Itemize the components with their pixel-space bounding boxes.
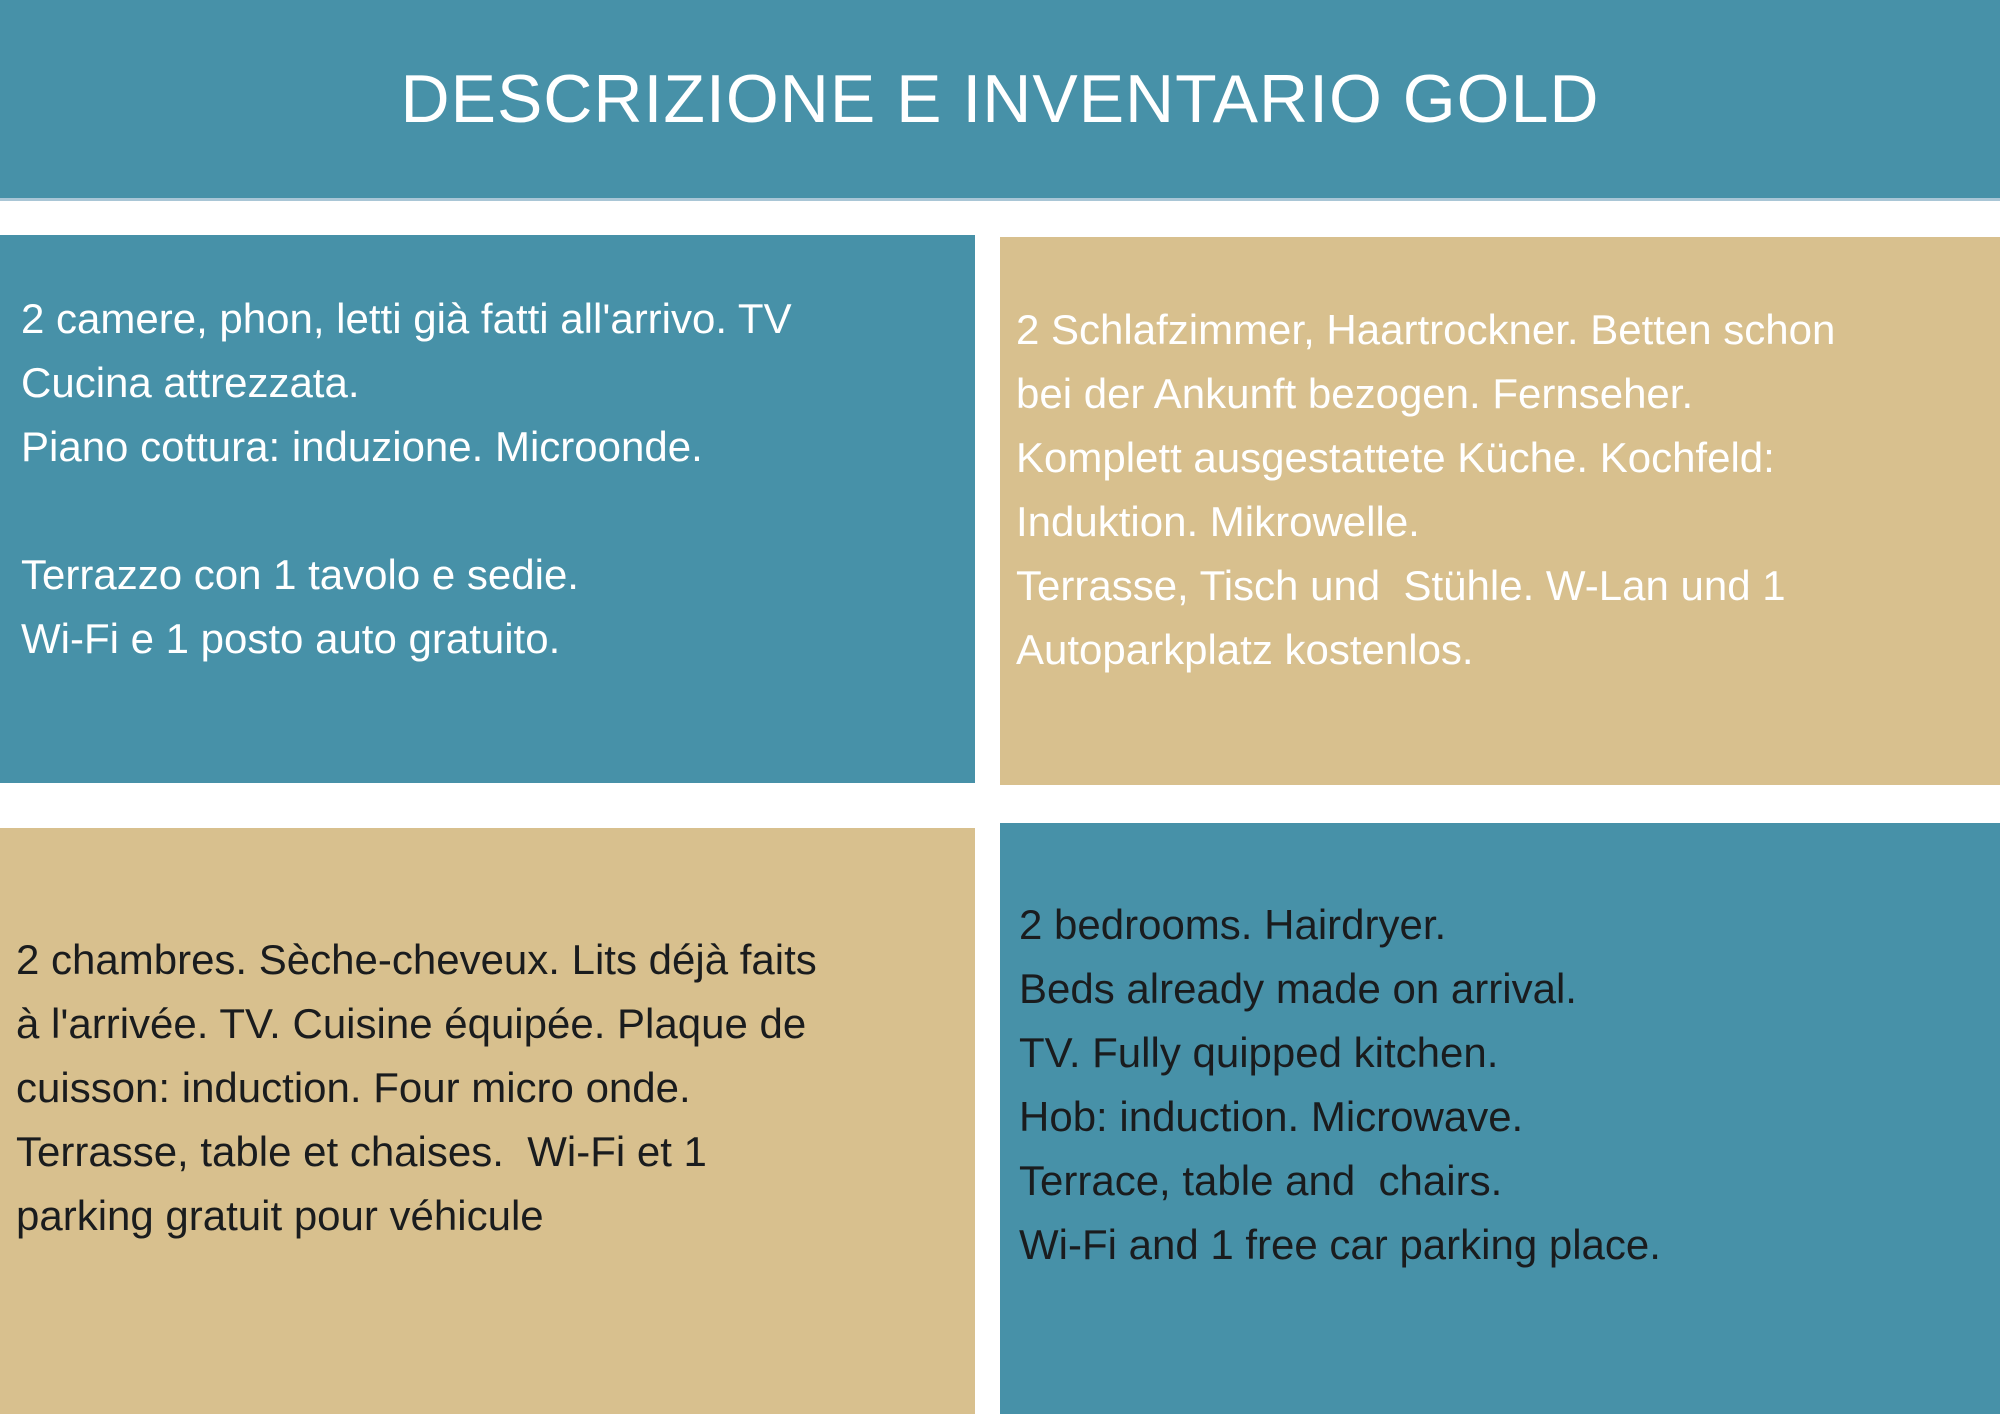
text-line: 2 chambres. Sèche-cheveux. Lits déjà faits — [16, 936, 817, 983]
text-line: Induktion. Mikrowelle. — [1016, 498, 1420, 545]
text-line: parking gratuit pour véhicule — [16, 1192, 544, 1239]
text-line — [21, 479, 951, 543]
text-line: à l'arrivée. TV. Cuisine équipée. Plaque de — [16, 1000, 807, 1047]
text-line: Terrace, table and chairs. — [1019, 1157, 1503, 1204]
text-line: TV. Fully quipped kitchen. — [1019, 1029, 1499, 1076]
text-line: Beds already made on arrival. — [1019, 965, 1577, 1012]
italian-description-box — [0, 235, 975, 783]
text-line: Komplett ausgestattete Küche. Kochfeld: — [1016, 434, 1775, 481]
text-line: Hob: induction. Microwave. — [1019, 1093, 1524, 1140]
text-line: Piano cottura: induzione. Microonde. — [21, 423, 703, 470]
text-line: 2 bedrooms. Hairdryer. — [1019, 901, 1447, 948]
text-line: 2 Schlafzimmer, Haartrockner. Betten schon — [1016, 306, 1836, 353]
german-description-box — [1000, 237, 2000, 785]
header-banner — [0, 0, 2000, 198]
text-line: Wi-Fi and 1 free car parking place. — [1019, 1221, 1661, 1268]
text-line: Terrasse, Tisch und Stühle. W-Lan und 1 — [1016, 562, 1786, 609]
english-description-box — [1000, 823, 2000, 1414]
text-line: Terrazzo con 1 tavolo e sedie. — [21, 551, 579, 598]
text-line: Cucina attrezzata. — [21, 359, 360, 406]
page-title: DESCRIZIONE E INVENTARIO GOLD — [400, 61, 1600, 137]
text-line: cuisson: induction. Four micro onde. — [16, 1064, 691, 1111]
text-line: Wi-Fi e 1 posto auto gratuito. — [21, 615, 561, 662]
french-description-box — [0, 828, 975, 1414]
text-line: Autoparkplatz kostenlos. — [1016, 626, 1474, 673]
text-line: Terrasse, table et chaises. Wi-Fi et 1 — [16, 1128, 707, 1175]
text-line: 2 camere, phon, letti già fatti all'arrivo. TV — [21, 295, 792, 342]
text-line: bei der Ankunft bezogen. Fernseher. — [1016, 370, 1694, 417]
